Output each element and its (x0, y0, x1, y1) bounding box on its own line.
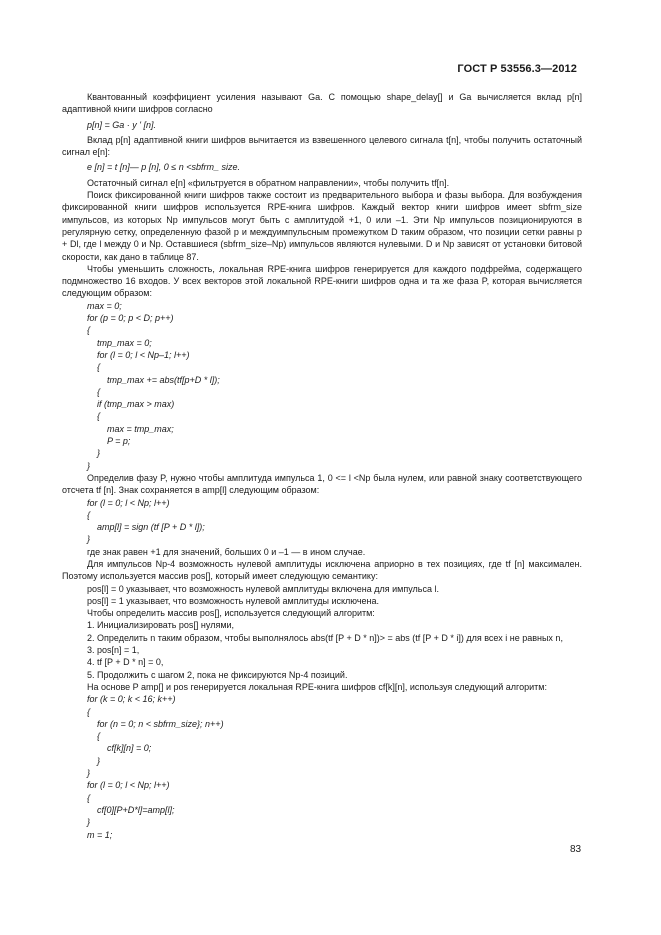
code-line: } (87, 534, 91, 545)
code-line: amp[l] = sign (tf [P + D * l]); (97, 522, 205, 533)
code-line: max = tmp_max; (107, 423, 174, 434)
code-line: for (p = 0; p < D; p++) (87, 313, 174, 324)
page-number: 83 (570, 844, 582, 855)
paragraph: Вклад p[n] адаптивной книги шифров вычитается из взвешенного целевого сигнала t[n], чтобы получить остаточный сигнал e[n]: (62, 134, 582, 158)
code-line: for (l = 0; l < Np; l++) (87, 780, 170, 791)
paragraph: Поиск фиксированной книги шифров также состоит из предварительного выбора и фазы выбора. Для возбуждения фиксированной книги шифров используется RPE-книга шифров. Каждый вектор книги шифров имеет sbfrm_size импульсов, из которых Np импульсов могут быть с амплитудой +1, 0 или –1. Эти Np импульсов позиционируются в регулярную сетку, определенную фазой p и междуимпульсным промежутком D таким образом, что позиции сетки равны p + Dl, где l между 0 и Np. Оставшиеся (sbfrm_size–Np) импульсов являются нулевыми. D и Np зависят от установки битовой скорости, как дано в таблице 87. (62, 190, 582, 262)
code-line: { (97, 362, 101, 373)
code-line: { (87, 706, 91, 717)
code-line: { (97, 731, 101, 742)
code-line: } (97, 448, 101, 459)
code-line: { (97, 411, 101, 422)
code-line: } (87, 460, 91, 471)
code-line: m = 1; (87, 829, 113, 840)
list-item: 1. Инициализировать pos[] нулями, (87, 620, 235, 631)
code-line: for (l = 0; l < Np–1; l++) (97, 349, 190, 360)
paragraph: На основе P amp[] и pos генерируется локальная RPE-книга шифров cf[k][n], используя следующий алгоритм: (87, 681, 547, 692)
paragraph: pos[l] = 0 указывает, что возможность нулевой амплитуды включена для импульса l. (87, 583, 439, 594)
paragraph: Чтобы уменьшить сложность, локальная RPE-книга шифров генерируется для каждого подфрейма, содержащего подмножество 16 входов. У всех векторов этой локальной RPE-книги шифров одна и та же фаза P, которая вычисляется следующим образом: (62, 263, 582, 299)
code-line: if (tmp_max > max) (97, 399, 175, 410)
code-line: } (87, 817, 91, 828)
list-item: 2. Определить n таким образом, чтобы выполнялось abs(tf [P + D * n])> = abs (tf [P + D * i]) для всех i не равных n, (87, 632, 563, 643)
code-line: tmp_max += abs(tf[p+D * l]); (107, 374, 220, 385)
paragraph: где знак равен +1 для значений, больших 0 и –1 — в ином случае. (87, 546, 366, 557)
code-line: cf[k][n] = 0; (107, 743, 152, 754)
code-line: { (87, 509, 91, 520)
list-item: 3. pos[n] = 1, (87, 645, 140, 656)
code-line: { (87, 325, 91, 336)
code-line: for (l = 0; l < Np; l++) (87, 497, 170, 508)
paragraph: Определив фазу P, нужно чтобы амплитуда импульса 1, 0 <= l <Np была нулем, или равной знаку соответствующего отсчета tf [n]. Знак сохраняется в amp[l] следующим образом: (62, 472, 582, 496)
paragraph: Чтобы определить массив pos[], используется следующий алгоритм: (87, 608, 375, 619)
formula: e [n] = t [n]— p [n], 0 ≤ n <sbfrm_ size. (87, 162, 241, 173)
code-line: tmp_max = 0; (97, 337, 152, 348)
code-line: { (87, 792, 91, 803)
code-line: P = p; (107, 436, 131, 447)
document-header: ГОСТ Р 53556.3—2012 (457, 63, 577, 75)
code-line: for (k = 0; k < 16; k++) (87, 694, 176, 705)
code-line: } (87, 768, 91, 779)
code-line: { (97, 386, 101, 397)
code-line: for (n = 0; n < sbfrm_size}; n++) (97, 718, 224, 729)
code-line: cf[0][P+D*l]=amp[l]; (97, 804, 175, 815)
code-line: } (97, 755, 101, 766)
document-body (62, 91, 582, 841)
list-item: 4. tf [P + D * n] = 0, (87, 657, 164, 668)
code-line: max = 0; (87, 300, 122, 311)
formula: p[n] = Ga · y ' [n]. (87, 119, 156, 130)
paragraph: Остаточный сигнал e[n] «фильтруется в обратном направлении», чтобы получить tf[n]. (87, 177, 450, 188)
list-item: 5. Продолжить с шагом 2, пока не фиксируются Np-4 позиций. (87, 669, 348, 680)
paragraph: Квантованный коэффициент усиления называют Ga. С помощью shape_delay[] и Ga вычисляется вклад p[n] адаптивной книги шифров согласно (62, 92, 582, 115)
paragraph: pos[l] = 1 указывает, что возможность нулевой амплитуды исключена. (87, 595, 380, 606)
paragraph: Для импульсов Np-4 возможность нулевой амплитуды исключена априорно в тех позициях, где tf [n] максимален. Поэтому используется массив pos[], который имеет следующую семантику: (62, 558, 582, 582)
